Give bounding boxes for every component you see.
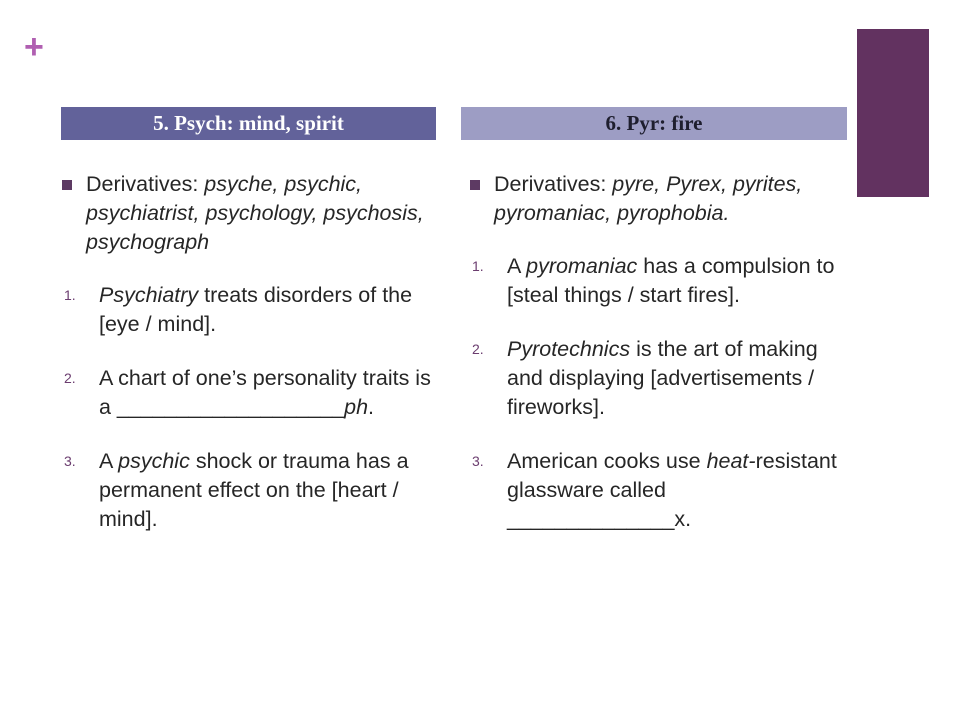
item-text-pre: American cooks use [507, 449, 707, 473]
item-term: Psychiatry [99, 283, 199, 307]
item-term: Pyrotechnics [507, 337, 631, 361]
question-item [62, 281, 434, 339]
header-psych: 5. Psych: mind, spirit [61, 107, 436, 140]
item-text-pre: A [507, 254, 527, 278]
item-term: pyromaniac [526, 254, 638, 278]
derivatives-words: pyre, Pyrex, pyrites, pyromaniac, pyrophobia. [494, 172, 803, 225]
item-term: ph [344, 395, 369, 419]
square-bullet-icon [62, 180, 72, 190]
item-text-post: . [368, 395, 375, 419]
question-item [470, 335, 842, 422]
item-text-post: is the art of making and displaying [advertisements / fireworks]. [507, 337, 818, 419]
derivatives-words: psyche, psychic, psychiatrist, psychology, psychosis, psychograph [86, 172, 424, 254]
item-text-pre: A [99, 449, 119, 473]
derivatives-bullet [62, 170, 434, 257]
derivatives-label: Derivatives: [86, 172, 199, 196]
header-pyr: 6. Pyr: fire [461, 107, 847, 140]
item-number: 3. [64, 453, 76, 469]
square-bullet-icon [470, 180, 480, 190]
item-term: psychic [118, 449, 190, 473]
item-number: 1. [472, 258, 484, 274]
item-text-post: treats disorders of the [eye / mind]. [99, 283, 413, 336]
question-item [62, 447, 434, 534]
item-number: 2. [472, 341, 484, 357]
item-text-pre: A chart of one’s personality traits is a ___________________ [99, 366, 431, 419]
question-item [62, 364, 434, 422]
item-term: heat- [706, 449, 756, 473]
derivatives-bullet [470, 170, 842, 228]
accent-bar [857, 29, 929, 197]
plus-icon: + [24, 28, 44, 66]
item-text-post: resistant glassware called ______________x. [507, 449, 837, 531]
item-number: 3. [472, 453, 484, 469]
psych-column [62, 170, 434, 559]
item-text-post: shock or trauma has a permanent effect on the [heart / mind]. [99, 449, 409, 531]
item-number: 1. [64, 287, 76, 303]
item-number: 2. [64, 370, 76, 386]
question-item [470, 252, 842, 310]
pyr-column [470, 170, 842, 559]
question-item [470, 447, 842, 534]
item-text-post: has a compulsion to [steal things / start fires]. [507, 254, 835, 307]
derivatives-label: Derivatives: [494, 172, 607, 196]
